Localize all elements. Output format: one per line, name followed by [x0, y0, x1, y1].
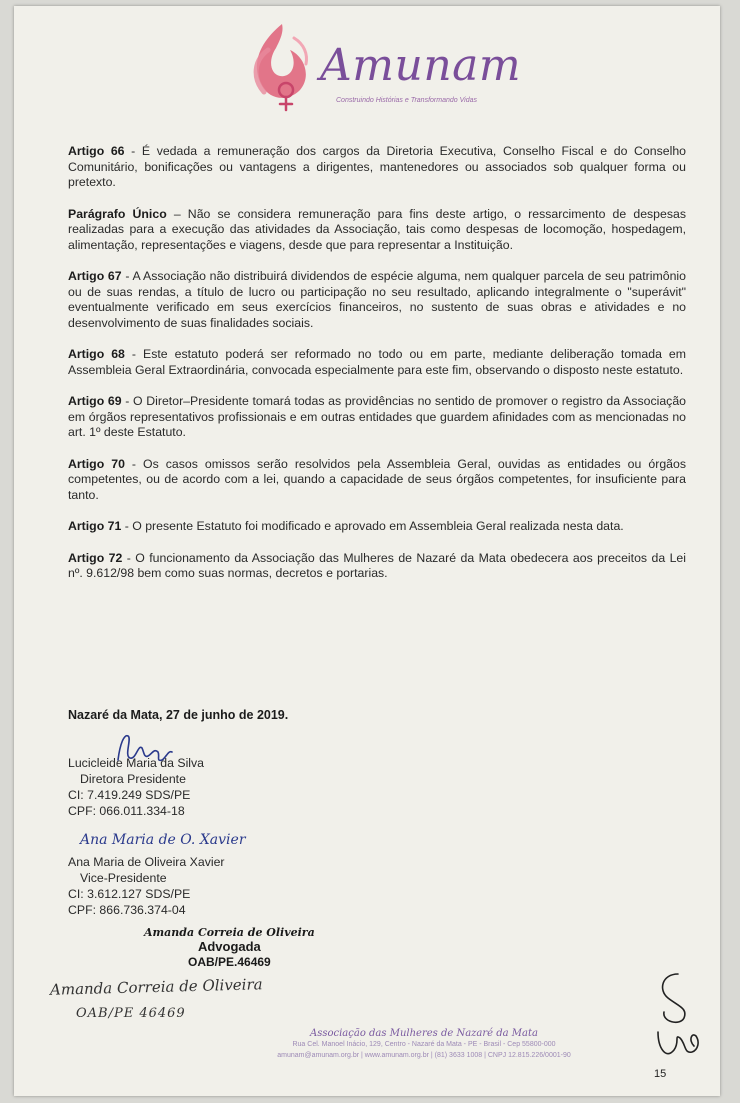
article-text: - O presente Estatuto foi modificado e aprovado em Assembleia Geral realizada nesta data. [121, 519, 624, 533]
page-number: 15 [654, 1068, 667, 1080]
footer-org-name: Associação das Mulheres de Nazaré da Mata [310, 1028, 538, 1039]
lawyer-role: Advogada [197, 939, 261, 954]
lawyer-stamp [144, 926, 315, 970]
article-label: Artigo 67 [68, 269, 122, 283]
signatory-ci: CI: 3.612.127 SDS/PE [68, 887, 191, 901]
signatory-2 [68, 854, 225, 918]
footer-contact: amunam@amunam.org.br | www.amunam.org.br | (81) 3633 1008 | CNPJ 12.815.226/0001-90 [277, 1052, 571, 1059]
article-text: - Este estatuto poderá ser reformado no todo ou em parte, mediante deliberação tomada em Assembleia Geral Extraordinária, convocada especialmente para este fim, observando o disposto neste estatuto. [68, 347, 686, 377]
article-text: - É vedada a remuneração dos cargos da Diretoria Executiva, Conselho Fiscal e do Conselho Comunitário, bonificações ou vantagens a dirigentes, mantenedores ou associados sob qualquer forma ou pretexto. [68, 144, 686, 189]
article-label: Artigo 72 [68, 550, 123, 565]
article-label: Artigo 68 [68, 347, 125, 361]
article-label: Artigo 70 [68, 456, 125, 471]
article-67 [68, 269, 686, 331]
signatory-name: Lucicleide Maria da Silva [68, 756, 205, 770]
article-69 [68, 394, 686, 441]
lawyer-handwritten-oab: OAB/PE 46469 [76, 1006, 186, 1021]
signatory-ci: CI: 7.419.249 SDS/PE [68, 788, 191, 802]
article-text: - A Associação não distribuirá dividendos de espécie alguma, nem qualquer parcela de seu patrimônio ou de suas rendas, a título de lucro ou participação no seu resultado, aplicando integralmente o "superávit" eventualmente verificado em seus exercícios financeiros, no sustento de suas obras e atividades e no desenvolvimento de suas finalidades sociais. [68, 269, 687, 330]
logo-wordmark: Amunam [320, 40, 522, 91]
logo-emblem-icon [242, 20, 324, 116]
article-66 [68, 144, 686, 191]
signatory-cpf: CPF: 066.011.334-18 [68, 804, 185, 818]
article-label: Artigo 69 [68, 394, 122, 408]
signatory-role: Diretora Presidente [80, 772, 186, 786]
signatory-name: Ana Maria de Oliveira Xavier [68, 855, 225, 869]
article-text: - O Diretor–Presidente tomará todas as providências no sentido de promover o registro da Associação em órgãos representativos profissionais e em outras entidades que guardem afinidades com as mencionadas no art. 1º deste Estatuto. [68, 394, 686, 439]
margin-initials-scribble-icon [648, 968, 708, 1068]
article-text: – Não se considera remuneração para fins deste artigo, o ressarcimento de despesas realizadas para a execução das atividades da Associação, tais como despesas de locomoção, hospedagem, alimentação, representações e viagens, desde que para representar a Instituição. [68, 206, 686, 252]
article-text: - Os casos omissos serão resolvidos pela Assembleia Geral, ouvidas as entidades ou órgãos competentes, ou de acordo com a lei, quando a capacidade de seus órgãos competentes, for insuficiente para tanto. [68, 456, 686, 502]
statute-articles [68, 144, 686, 598]
logo-tagline: Construindo Histórias e Transformando Vidas [336, 97, 477, 104]
document-page [14, 6, 720, 1096]
page-footer [204, 1028, 644, 1061]
place-and-date: Nazaré da Mata, 27 de junho de 2019. [68, 708, 289, 722]
lawyer-name-stamp: Amanda Correia de Oliveira [144, 926, 315, 939]
signature-2-handwritten: Ana Maria de O. Xavier [80, 832, 246, 848]
article-label: Parágrafo Único [68, 206, 167, 221]
article-72 [68, 551, 686, 582]
lawyer-handwritten-name: Amanda Correia de Oliveira [49, 975, 263, 999]
signatory-1 [68, 755, 204, 819]
article-68 [68, 347, 686, 378]
article-label: Artigo 71 [68, 519, 122, 533]
paragrafo-unico [68, 207, 686, 254]
amunam-logo [242, 20, 522, 120]
article-label: Artigo 66 [68, 144, 125, 158]
lawyer-oab: OAB/PE.46469 [188, 955, 271, 969]
article-text: - O funcionamento da Associação das Mulheres de Nazaré da Mata obedecera aos preceitos da Lei nº. 9.612/98 bem como suas normas, decretos e portarias. [68, 550, 686, 580]
footer-address: Rua Cel. Manoel Inácio, 129, Centro - Nazaré da Mata - PE - Brasil - Cep 55800-000 [292, 1041, 556, 1048]
signatory-role: Vice-Presidente [80, 871, 167, 885]
article-71 [68, 519, 686, 535]
article-70 [68, 457, 686, 504]
signatory-cpf: CPF: 866.736.374-04 [68, 903, 186, 917]
